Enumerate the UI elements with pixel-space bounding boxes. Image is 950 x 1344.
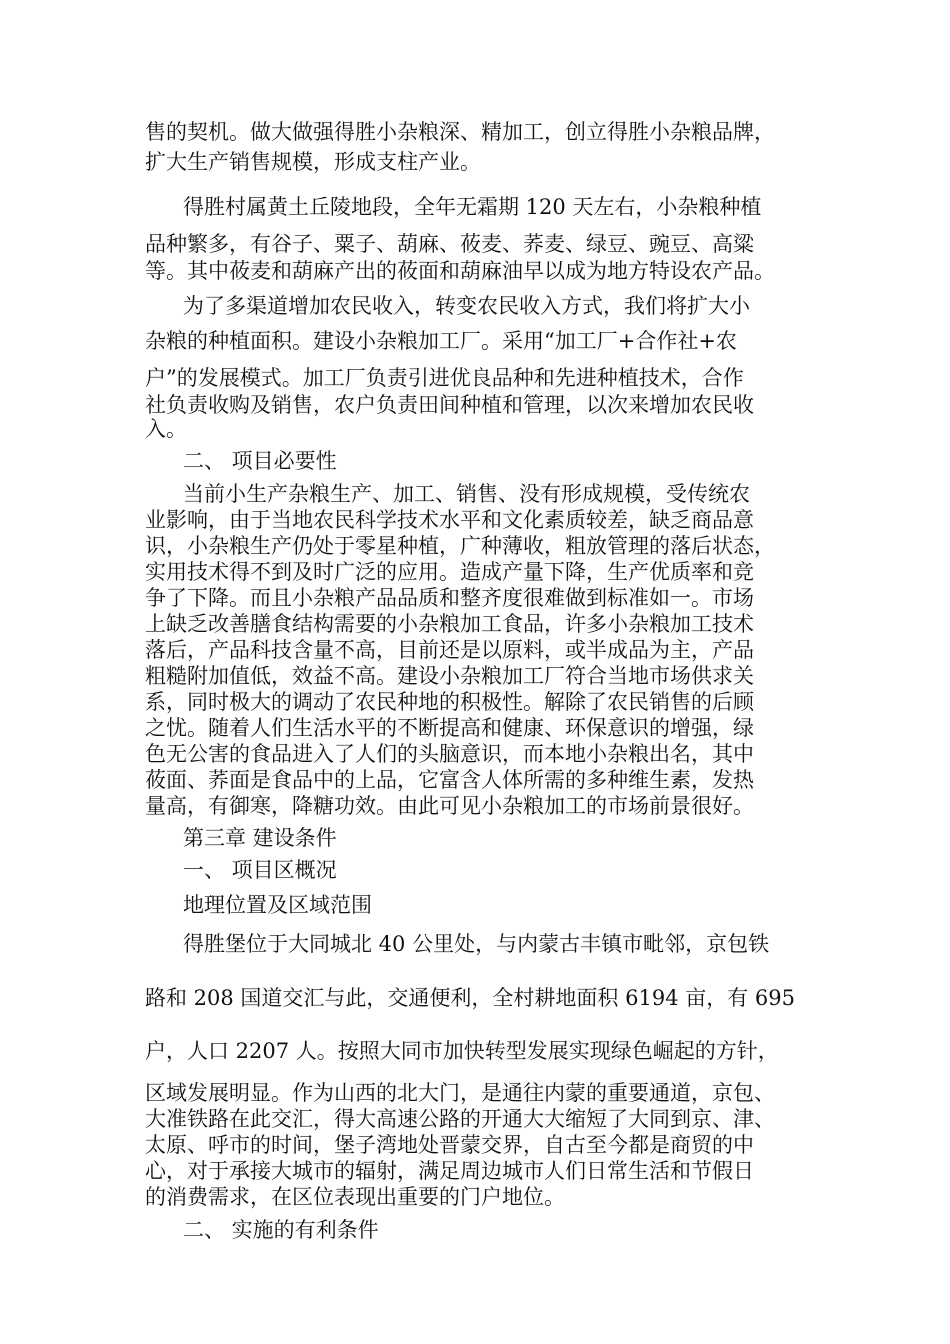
subsection-heading: 地理位置及区域范围 <box>183 893 372 917</box>
text-line: 之忧。随着人们生活水平的不断提高和健康、环保意识的增强，绿 <box>145 716 754 740</box>
text-line: 入。 <box>145 417 187 441</box>
text-line: 得胜堡位于大同城北 40 公里处，与内蒙古丰镇市毗邻，京包铁 <box>183 932 770 956</box>
text-line: 户”的发展模式。加工厂负责引进优良品种和先进种植技术，合作 <box>145 366 744 390</box>
section-heading: 二、 项目必要性 <box>183 449 337 473</box>
text-line: 系，同时极大的调动了农民种地的积极性。解除了农民销售的后顾 <box>145 690 754 714</box>
text-line: 扩大生产销售规模，形成支柱产业。 <box>145 150 481 174</box>
text-line: 当前小生产杂粮生产、加工、销售、没有形成规模，受传统农 <box>183 482 750 506</box>
text-line: 粗糙附加值低，效益不高。建设小杂粮加工厂符合当地市场供求关 <box>145 664 754 688</box>
section-heading: 一、 项目区概况 <box>183 858 337 882</box>
text-line: 品种繁多，有谷子、粟子、葫麻、莜麦、荞麦、绿豆、豌豆、高粱 <box>145 232 754 256</box>
text-line: 为了多渠道增加农民收入，转变农民收入方式，我们将扩大小 <box>183 294 750 318</box>
text-line: 路和 208 国道交汇与此，交通便利，全村耕地面积 6194 亩，有 695 <box>145 986 795 1010</box>
text-line: 莜面、荞面是食品中的上品，它富含人体所需的多种维生素，发热 <box>145 768 754 792</box>
text-line: 区域发展明显。作为山西的北大门，是通往内蒙的重要通道，京包、 <box>145 1081 775 1105</box>
text-line: 售的契机。做大做强得胜小杂粮深、精加工，创立得胜小杂粮品牌， <box>145 120 775 144</box>
text-line: 杂粮的种植面积。建设小杂粮加工厂。采用“加工厂+合作社+农 <box>145 329 737 353</box>
text-line: 心，对于承接大城市的辐射，满足周边城市人们日常生活和节假日 <box>145 1159 754 1183</box>
section-heading: 二、 实施的有利条件 <box>183 1218 379 1242</box>
text-line: 得胜村属黄土丘陵地段，全年无霜期 120 天左右，小杂粮种植 <box>183 195 762 219</box>
text-line: 太原、呼市的时间，堡子湾地处晋蒙交界，自古至今都是商贸的中 <box>145 1133 754 1157</box>
text-line: 量高，有御寒，降糖功效。由此可见小杂粮加工的市场前景很好。 <box>145 794 754 818</box>
text-line: 色无公害的食品进入了人们的头脑意识，而本地小杂粮出名，其中 <box>145 742 754 766</box>
chapter-heading: 第三章 建设条件 <box>183 826 337 850</box>
text-line: 的消费需求，在区位表现出重要的门户地位。 <box>145 1185 565 1209</box>
text-line: 实用技术得不到及时广泛的应用。造成产量下降，生产优质率和竞 <box>145 560 754 584</box>
text-line: 争了下降。而且小杂粮产品品质和整齐度很难做到标准如一。市场 <box>145 586 754 610</box>
text-line: 识，小杂粮生产仍处于零星种植，广种薄收，粗放管理的落后状态， <box>145 534 775 558</box>
text-line: 社负责收购及销售，农户负责田间种植和管理，以次来增加农民收 <box>145 393 754 417</box>
text-line: 落后，产品科技含量不高，目前还是以原料，或半成品为主，产品 <box>145 638 754 662</box>
text-line: 等。其中莜麦和葫麻产出的莜面和葫麻油早以成为地方特设农产品。 <box>145 259 775 283</box>
text-line: 上缺乏改善膳食结构需要的小杂粮加工食品，许多小杂粮加工技术 <box>145 612 754 636</box>
text-line: 大准铁路在此交汇，得大高速公路的开通大大缩短了大同到京、津、 <box>145 1107 775 1131</box>
text-line: 业影响，由于当地农民科学技术水平和文化素质较差，缺乏商品意 <box>145 508 754 532</box>
text-line: 户，人口 2207 人。按照大同市加快转型发展实现绿色崛起的方针， <box>145 1039 779 1063</box>
